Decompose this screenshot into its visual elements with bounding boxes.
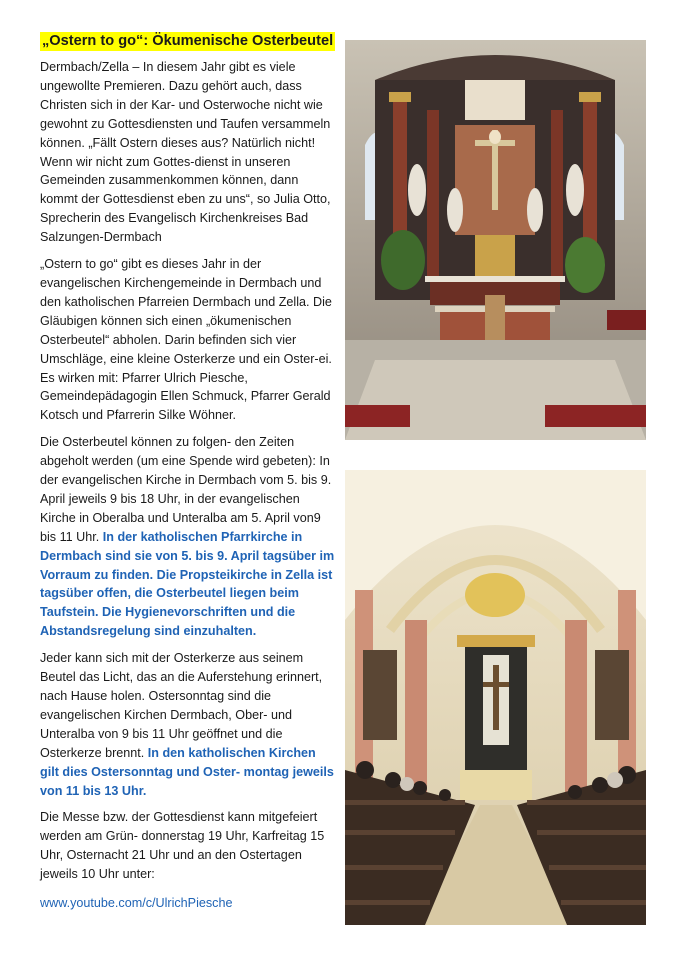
church-nave-photo [345,470,646,925]
pickup-catholic-text: In der katholischen Pfarrkirche in Dermbach sind sie von 5. bis 9. April tagsüber im Vorraum zu finden. Die Propsteikirche in Zella ist tagsüber offen, die Osterbeutel liegen beim Taufstein. Die Hygienevorschriften und die Abstandsregelung sind einzuhalten. [40,529,335,639]
altar-photo [345,40,646,440]
youtube-link[interactable]: www.youtube.com/c/UlrichPiesche [40,896,233,911]
paragraph-easter-candle [40,649,338,800]
paragraph-pickup-times [40,433,338,641]
pickup-times-text: Die Osterbeutel können zu folgen- den Zeiten abgeholt werden (um eine Spende wird gebeten): In der evangelischen Kirche in Dermbach vom 5. bis 9. April jeweils 9 bis 18 Uhr, in der evangelischen Kirche in Oberalba und Unteralba am 5. April von9 bis 11 Uhr. [40,435,332,544]
easter-catholic-text: In den katholischen Kirchen gilt dies Ostersonntag und Oster- montag jeweils von 11 bis 13 Uhr. [40,745,334,798]
paragraph-intro: Dermbach/Zella – In diesem Jahr gibt es viele ungewollte Premieren. Dazu gehört auch, dass Christen sich in der Kar- und Osterwoche nicht wie gewohnt zu Gottesdiensten und Taufen versammeln können. „Fällt Ostern dieses aus? Natürlich nicht! Wenn wir nicht zum Gottes-dienst in unseren Gemeinden zusammenkommen können, dann kommt der Gottesdienst eben zu uns“, so Julia Otto, Sprecherin des Evangelisch Kirchenkreises Bad Salzungen-Dermbach [40,60,331,245]
paragraph-services: Die Messe bzw. der Gottesdienst kann mitgefeiert werden am Grün- donnerstag 19 Uhr, Karfreitag 15 Uhr, Osternacht 21 Uhr und an den Ostertagen jeweils 10 Uhr unter: [40,810,325,882]
article-title: „Ostern to go“: Ökumenische Osterbeutel [42,33,334,49]
article-column [40,32,338,912]
easter-candle-text: Jeder kann sich mit der Osterkerze aus seinem Beutel das Licht, das an die Auferstehung erinnert, nach Hause holen. Ostersonntag sind die evangelischen Kirchen Dermbach, Ober- und Unteralba von 9 bis 11 Uhr geöffnet und die Osterkerze brennt. [40,651,323,760]
paragraph-ostern-to-go: „Ostern to go“ gibt es dieses Jahr in der evangelischen Kirchengemeinde in Dermbach und den katholischen Pfarreien Dermbach und Zella. Die Gläubigen können sich einen „ökumenischen Osterbeutel“ abholen. Darin befinden sich vier Umschläge, eine kleine Osterkerze und ein Oster-ei. Es wirken mit: Pfarrer Ulrich Piesche, Gemeindepädagogin Ellen Schmuck, Pfarrer Gerald Kotsch und Pfarrerin Silke Wöhner. [40,257,332,423]
